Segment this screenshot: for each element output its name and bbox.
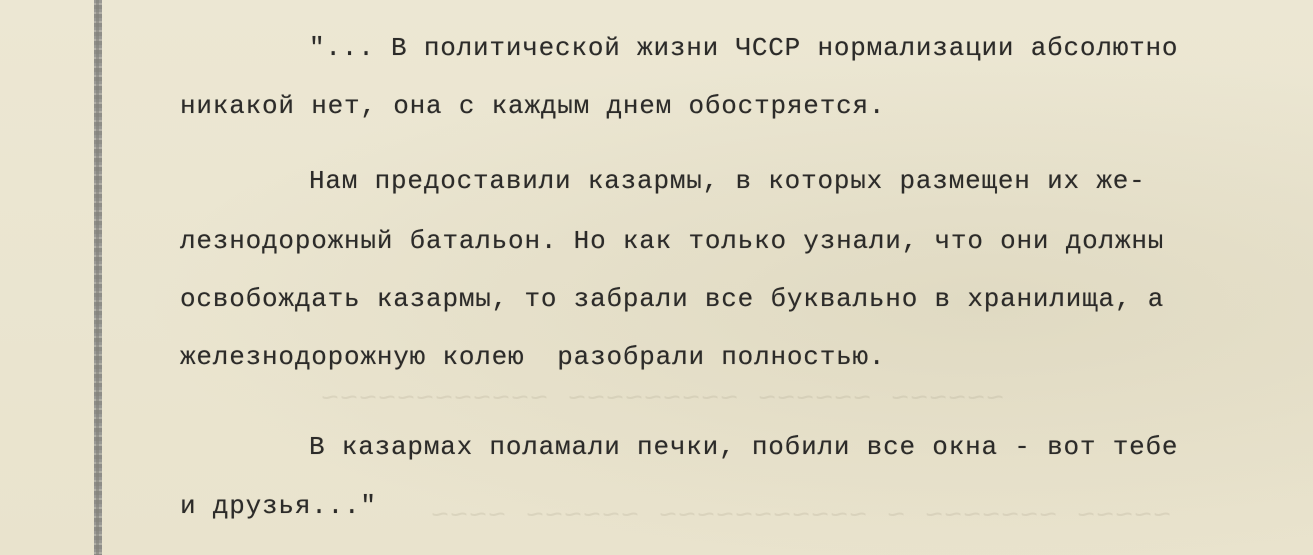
paragraph-3-line-1: В казармах поламали печки, побили все окна - вот тебе — [309, 432, 1179, 462]
paragraph-1-line-1: "... В политической жизни ЧССР нормализации абсолютно — [309, 33, 1179, 63]
margin-rule-line — [94, 0, 102, 555]
paragraph-2-line-3: освобождать казармы, то забрали все буквально в хранилища, а — [180, 284, 1165, 314]
paragraph-2-line-2: лезнодорожный батальон. Но как только узнали, что они должны — [180, 226, 1165, 256]
paragraph-2-line-1: Нам предоставили казармы, в которых размещен их же- — [309, 166, 1146, 196]
bleed-through-text: ~~~~~ ~~~~~~~ ~ ~~~~~~~~~~~ ~~~~~~ ~~~~ — [430, 500, 1172, 534]
paragraph-2-line-4: железнодорожную колею разобрали полностью. — [180, 342, 886, 372]
paragraph-3-line-2: и друзья..." — [180, 491, 377, 521]
paragraph-1-line-2: никакой нет, она с каждым днем обостряется. — [180, 91, 886, 121]
bleed-through-text: ~~~~~~ ~~~~~~ ~~~~~~~~~ ~~~~~~~~~~~~ — [320, 383, 1005, 417]
